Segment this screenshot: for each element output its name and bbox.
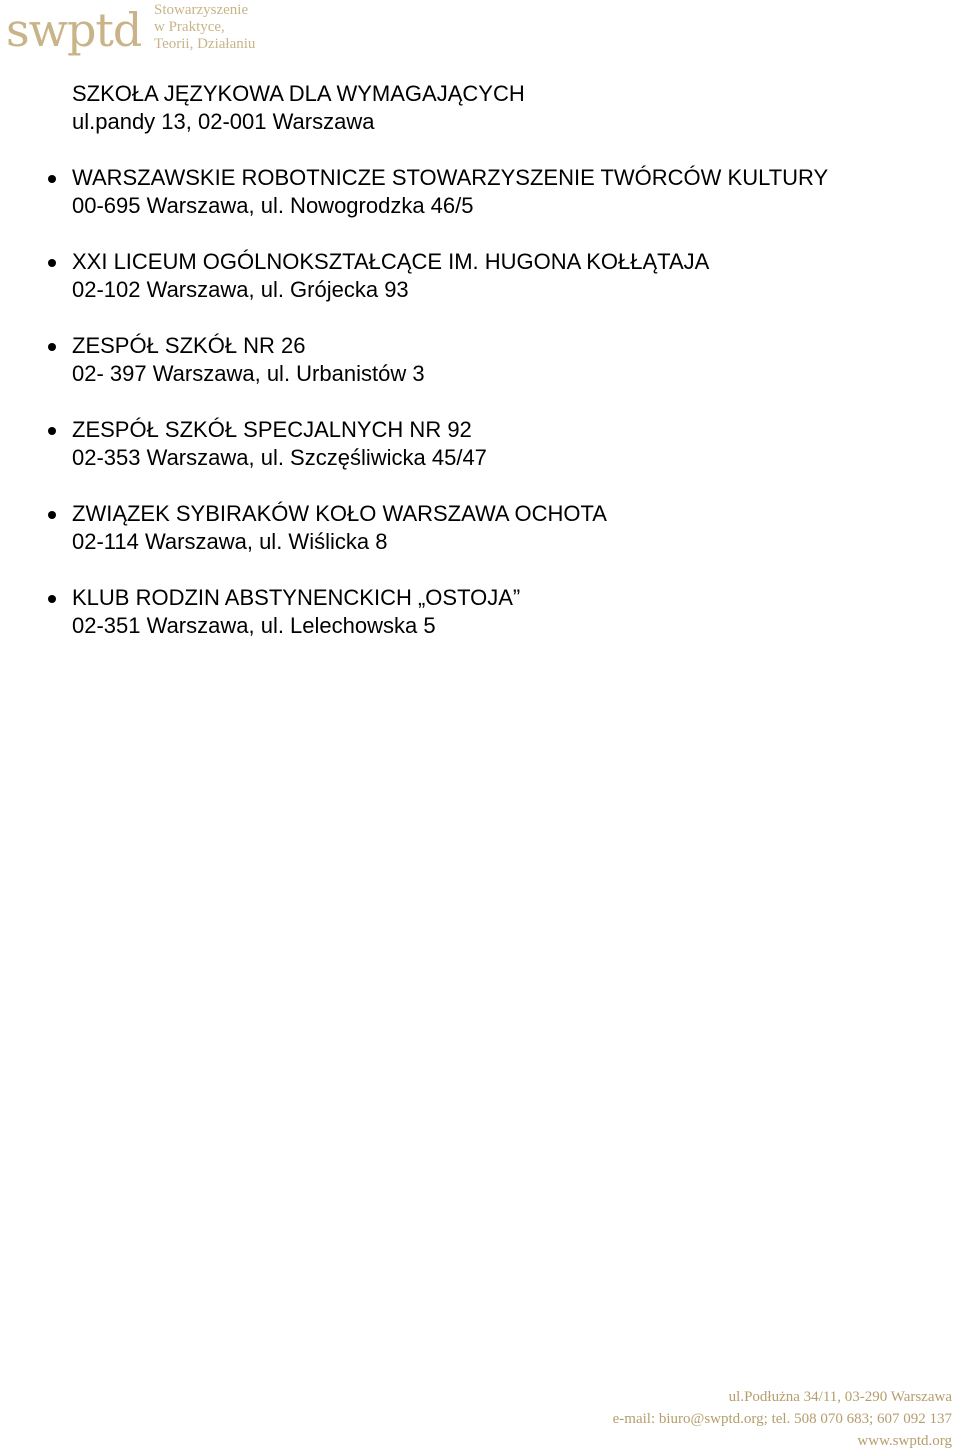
organization-name: ZESPÓŁ SZKÓŁ NR 26 <box>72 333 306 358</box>
list-item <box>0 80 960 136</box>
organization-name: SZKOŁA JĘZYKOWA DLA WYMAGAJĄCYCH <box>72 81 525 106</box>
list-item <box>0 584 960 640</box>
bullet-icon <box>48 343 56 351</box>
bullet-icon <box>48 175 56 183</box>
organization-name: KLUB RODZIN ABSTYNENCKICH „OSTOJA” <box>72 585 521 610</box>
list-item <box>0 164 960 220</box>
logo-line-3: Teorii, Działaniu <box>154 36 256 52</box>
footer-address: ul.Podłużna 34/11, 03-290 Warszawa <box>728 1389 952 1405</box>
organization-address: 02-353 Warszawa, ul. Szczęśliwicka 45/47 <box>72 445 487 470</box>
footer-website: www.swptd.org <box>857 1433 952 1449</box>
organization-name: WARSZAWSKIE ROBOTNICZE STOWARZYSZENIE TWÓRCÓW KULTURY <box>72 165 829 190</box>
organization-address: 00-695 Warszawa, ul. Nowogrodzka 46/5 <box>72 193 474 218</box>
list-item <box>0 500 960 556</box>
organization-name: XXI LICEUM OGÓLNOKSZTAŁCĄCE IM. HUGONA KOŁŁĄTAJA <box>72 249 710 274</box>
list-item <box>0 248 960 304</box>
organization-name: ZESPÓŁ SZKÓŁ SPECJALNYCH NR 92 <box>72 417 472 442</box>
bullet-icon <box>48 259 56 267</box>
organization-list <box>0 80 960 640</box>
organization-address: 02-114 Warszawa, ul. Wiślicka 8 <box>72 529 388 554</box>
bullet-icon <box>48 595 56 603</box>
footer-contact-line: e-mail: biuro@swptd.org; tel. 508 070 683; 607 092 137 <box>612 1411 952 1427</box>
logo-text <box>154 2 255 53</box>
bullet-icon <box>48 511 56 519</box>
bullet-icon <box>48 427 56 435</box>
footer-contact <box>613 1386 952 1452</box>
list-item <box>0 332 960 388</box>
header-logo <box>6 0 276 62</box>
organization-address: 02-102 Warszawa, ul. Grójecka 93 <box>72 277 409 302</box>
organization-address: 02- 397 Warszawa, ul. Urbanistów 3 <box>72 361 425 386</box>
list-item <box>0 416 960 472</box>
logo-line-1: Stowarzyszenie <box>154 2 249 18</box>
organization-name: ZWIĄZEK SYBIRAKÓW KOŁO WARSZAWA OCHOTA <box>72 501 607 526</box>
organization-address: 02-351 Warszawa, ul. Lelechowska 5 <box>72 613 436 638</box>
logo-mark: swptd <box>6 3 142 57</box>
organization-address: ul.pandy 13, 02-001 Warszawa <box>72 109 375 134</box>
logo-line-2: w Praktyce, <box>154 19 225 35</box>
